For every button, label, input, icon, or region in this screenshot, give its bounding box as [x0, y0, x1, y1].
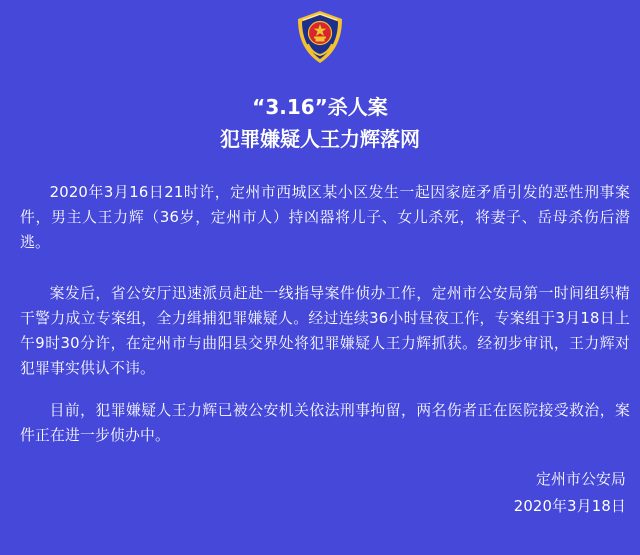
- paragraph-2: 案发后，省公安厅迅速派员赶赴一线指导案件侦办工作，定州市公安局第一时间组织精干警力成立专案组，全力缉捕犯罪嫌疑人。经过连续36小时昼夜工作，专案组于3月18日上午9时30分许，在定州市与曲阳县交界处将犯罪嫌疑人王力辉抓获。经初步审讯，王力辉对犯罪事实供认不讳。: [20, 285, 630, 377]
- issuing-organization: 定州市公安局: [536, 471, 626, 488]
- title-line-1: “3.16”杀人案: [252, 95, 388, 119]
- paragraph-3: 目前，犯罪嫌疑人王力辉已被公安机关依法刑事拘留，两名伤者正在医院接受救治，案件正在进一步侦办中。: [20, 402, 630, 444]
- signature-block: [386, 466, 626, 520]
- paragraph-1: 2020年3月16日21时许，定州市西城区某小区发生一起因家庭矛盾引发的恶性刑事案件，男主人王力辉（36岁，定州市人）持凶器将儿子、女儿杀死，将妻子、岳母杀伤后潜逃。: [20, 184, 630, 251]
- police-emblem-icon: [295, 10, 345, 64]
- title-line-2: 犯罪嫌疑人王力辉落网: [220, 127, 420, 151]
- issue-date: 2020年3月18日: [513, 498, 626, 515]
